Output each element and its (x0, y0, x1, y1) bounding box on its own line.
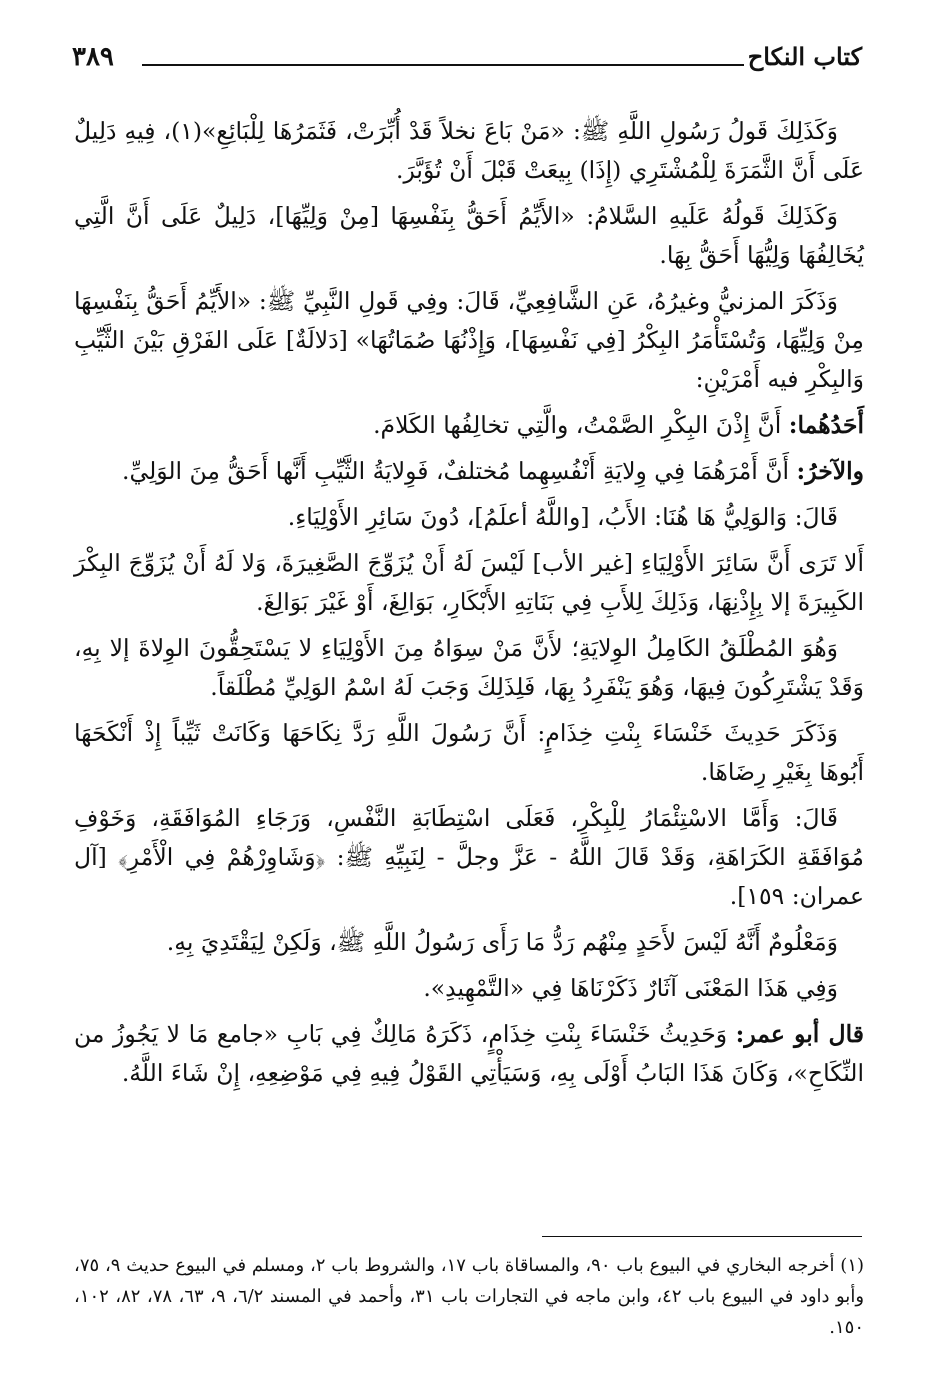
closing-text: وَحَدِيثُ خَنْسَاءَ بِنْتِ خِذَامٍ، ذَكَرَهُ مَالِكٌ فِي بَابِ «جامع مَا لا يَجُوزُ من النِّكَاحِ»، وَكَانَ هَذَا البَابُ أَوْلَى بِهِ، وَسَيَأْتِي القَوْلُ فِيهِ فِي مَوْضِعِهِ، إِنْ شَاءَ اللَّهُ. (74, 1020, 864, 1087)
paragraph: وَفِي هَذَا المَعْنَى آثَارٌ ذَكَرْنَاهَا فِي «التَّمْهِيدِ». (423, 974, 838, 1002)
closing-label: قال أبو عمر: (735, 1020, 865, 1048)
point-paragraph (74, 406, 864, 445)
closing-paragraph (74, 1015, 864, 1093)
header-rule (142, 64, 744, 66)
paragraph: قَالَ: وَالوَلِيُّ هَا هُنَا: الأَبُ، [واللَّهُ أعلَمُ]، دُونَ سَائِرِ الأَوْلِيَاءِ. (287, 503, 838, 531)
footnotes (74, 1250, 864, 1343)
point-text: أَنَّ إِذْنَ البِكْرِ الصَّمْتُ، والَّتِي تخالِفُها الكَلامَ. (373, 411, 782, 439)
paragraph: وَكَذَلِكَ قَولُهُ عَلَيهِ السَّلامُ: «الأَيِّمُ أَحَقُّ بِنَفْسِهَا [مِنْ وَلِيِّهَا]، دَلِيلٌ عَلَى أَنَّ الَّتِي يُخَالِفُهَا وَلِيُّهَا أَحَقُّ بِهَا. (74, 202, 864, 269)
footnote-rule (542, 1236, 862, 1237)
paragraph: أَلا تَرَى أَنَّ سَائِرَ الأَوْلِيَاءِ [غير الأب] لَيْسَ لَهُ أَنْ يُزَوِّجَ الصَّغِيرَةَ، وَلا لَهُ أَنْ يُزَوِّجَ البِكْرَ الكَبِيرَةَ إلا بِإِذْنِهَا، وَذَلِكَ لِلأَبِ فِي بَنَاتِهِ الأَبْكَارِ، بَوَالِغَ، أَوْ غَيْرَ بَوَالِغَ. (74, 549, 864, 616)
point-label: والآخرُ: (796, 457, 864, 485)
page-header (72, 40, 862, 80)
paragraph: وَمَعْلُومٌ أَنَّهُ لَيْسَ لأَحَدٍ مِنْهُم رَدُّ مَا رَأَى رَسُولُ اللَّهِ ﷺ، وَلَكِنْ لِيَقْتَدِيَ بِهِ. (166, 928, 838, 956)
paragraph: وَكَذَلِكَ قَولُ رَسُولِ اللَّهِ ﷺ: «مَنْ بَاعَ نخلاً قَدْ أُبِّرَتْ، فَثَمَرُهَا لِلْبَائِعِ»(١)، فِيهِ دَلِيلٌ عَلَى أَنَّ الثَّمَرَةَ لِلْمُشْتَرِي (إِذَا) بِيعَتْ قَبْلَ أَنْ تُؤَبَّرَ. (74, 117, 864, 184)
paragraph: وَذَكَرَ المزنيُّ وغيرُهُ، عَنِ الشَّافِعِيِّ، قَالَ: وفِي قَولِ النَّبِيِّ ﷺ: «الأَيِّمُ أَحَقُّ بِنَفْسِهَا مِنْ وَلِيِّهَا، وَتُسْتَأْمَرُ البِكْرُ [فِي نَفْسِهَا]، وَإِذْنُهَا صُمَاتُهَا» [دَلالَةٌ] عَلَى الفَرْقِ بَيْنَ الثَّيِّبِ وَالبِكْرِ فيه أَمْرَيْنِ: (74, 287, 864, 393)
paragraph: وَذَكَرَ حَدِيثَ خَنْسَاءَ بِنْتِ خِذَامٍ: أَنَّ رَسُولَ اللَّهِ رَدَّ نِكَاحَهَا وَكَانَتْ ثَيِّباً إِذْ أَنْكَحَهَا أَبُوهَا بِغَيْرِ رِضَاهَا. (74, 719, 864, 786)
paragraph: قَالَ: وَأَمَّا الاسْتِئْمَارُ لِلْبِكْرِ، فَعَلَى اسْتِطَابَةِ النَّفْسِ، وَرَجَاءِ المُوَافَقَةِ، وَخَوْفِ مُوَافَقَةِ الكَرَاهَةِ، وَقَدْ قَالَ اللَّهُ - عَزَّ وجلَّ - لِنَبِيِّهِ ﷺ: ﴿وَشَاوِرْهُمْ فِي الْأَمْرِ﴾ [آل عمران: ١٥٩]. (74, 804, 864, 910)
footnote: (١) أخرجه البخاري في البيوع باب ٩٠، والمساقاة باب ١٧، والشروط باب ٢، ومسلم في البيوع حديث ٩، ٧٥، وأبو داود في البيوع باب ٤٢، وابن ماجه في التجارات باب ٣١، وأحمد في المسند ٦/٢، ٩، ٦٣، ٧٨، ٨٢، ١٠٢، ١٥٠. (74, 1255, 865, 1338)
running-title: كتاب النكاح (747, 42, 862, 71)
main-text (74, 112, 864, 1100)
point-label: أَحَدُهُما: (788, 411, 864, 439)
page-number: ٣٨٩ (72, 42, 114, 72)
point-text: أَنَّ أَمْرَهُمَا فِي وِلايَةِ أَنْفُسِهِما مُختلفٌ، فَوِلايَةُ الثَّيِّبِ أَنَّها أَحَقُّ مِنَ الوَلِيِّ. (122, 457, 790, 485)
point-paragraph (74, 452, 864, 491)
paragraph: وَهُوَ المُطْلَقُ الكَامِلُ الوِلايَةِ؛ لأَنَّ مَنْ سِوَاهُ مِنَ الأَوْلِيَاءِ لا يَسْتَحِقُّونَ الوِلاةَ إلا بِهِ، وَقَدْ يَشْتَرِكُونَ فِيهَا، وَهُوَ يَنْفَرِدُ بِهَا، فَلِذَلِكَ وَجَبَ لَهُ اسْمُ الوَلِيِّ مُطْلَقاً. (74, 634, 864, 701)
